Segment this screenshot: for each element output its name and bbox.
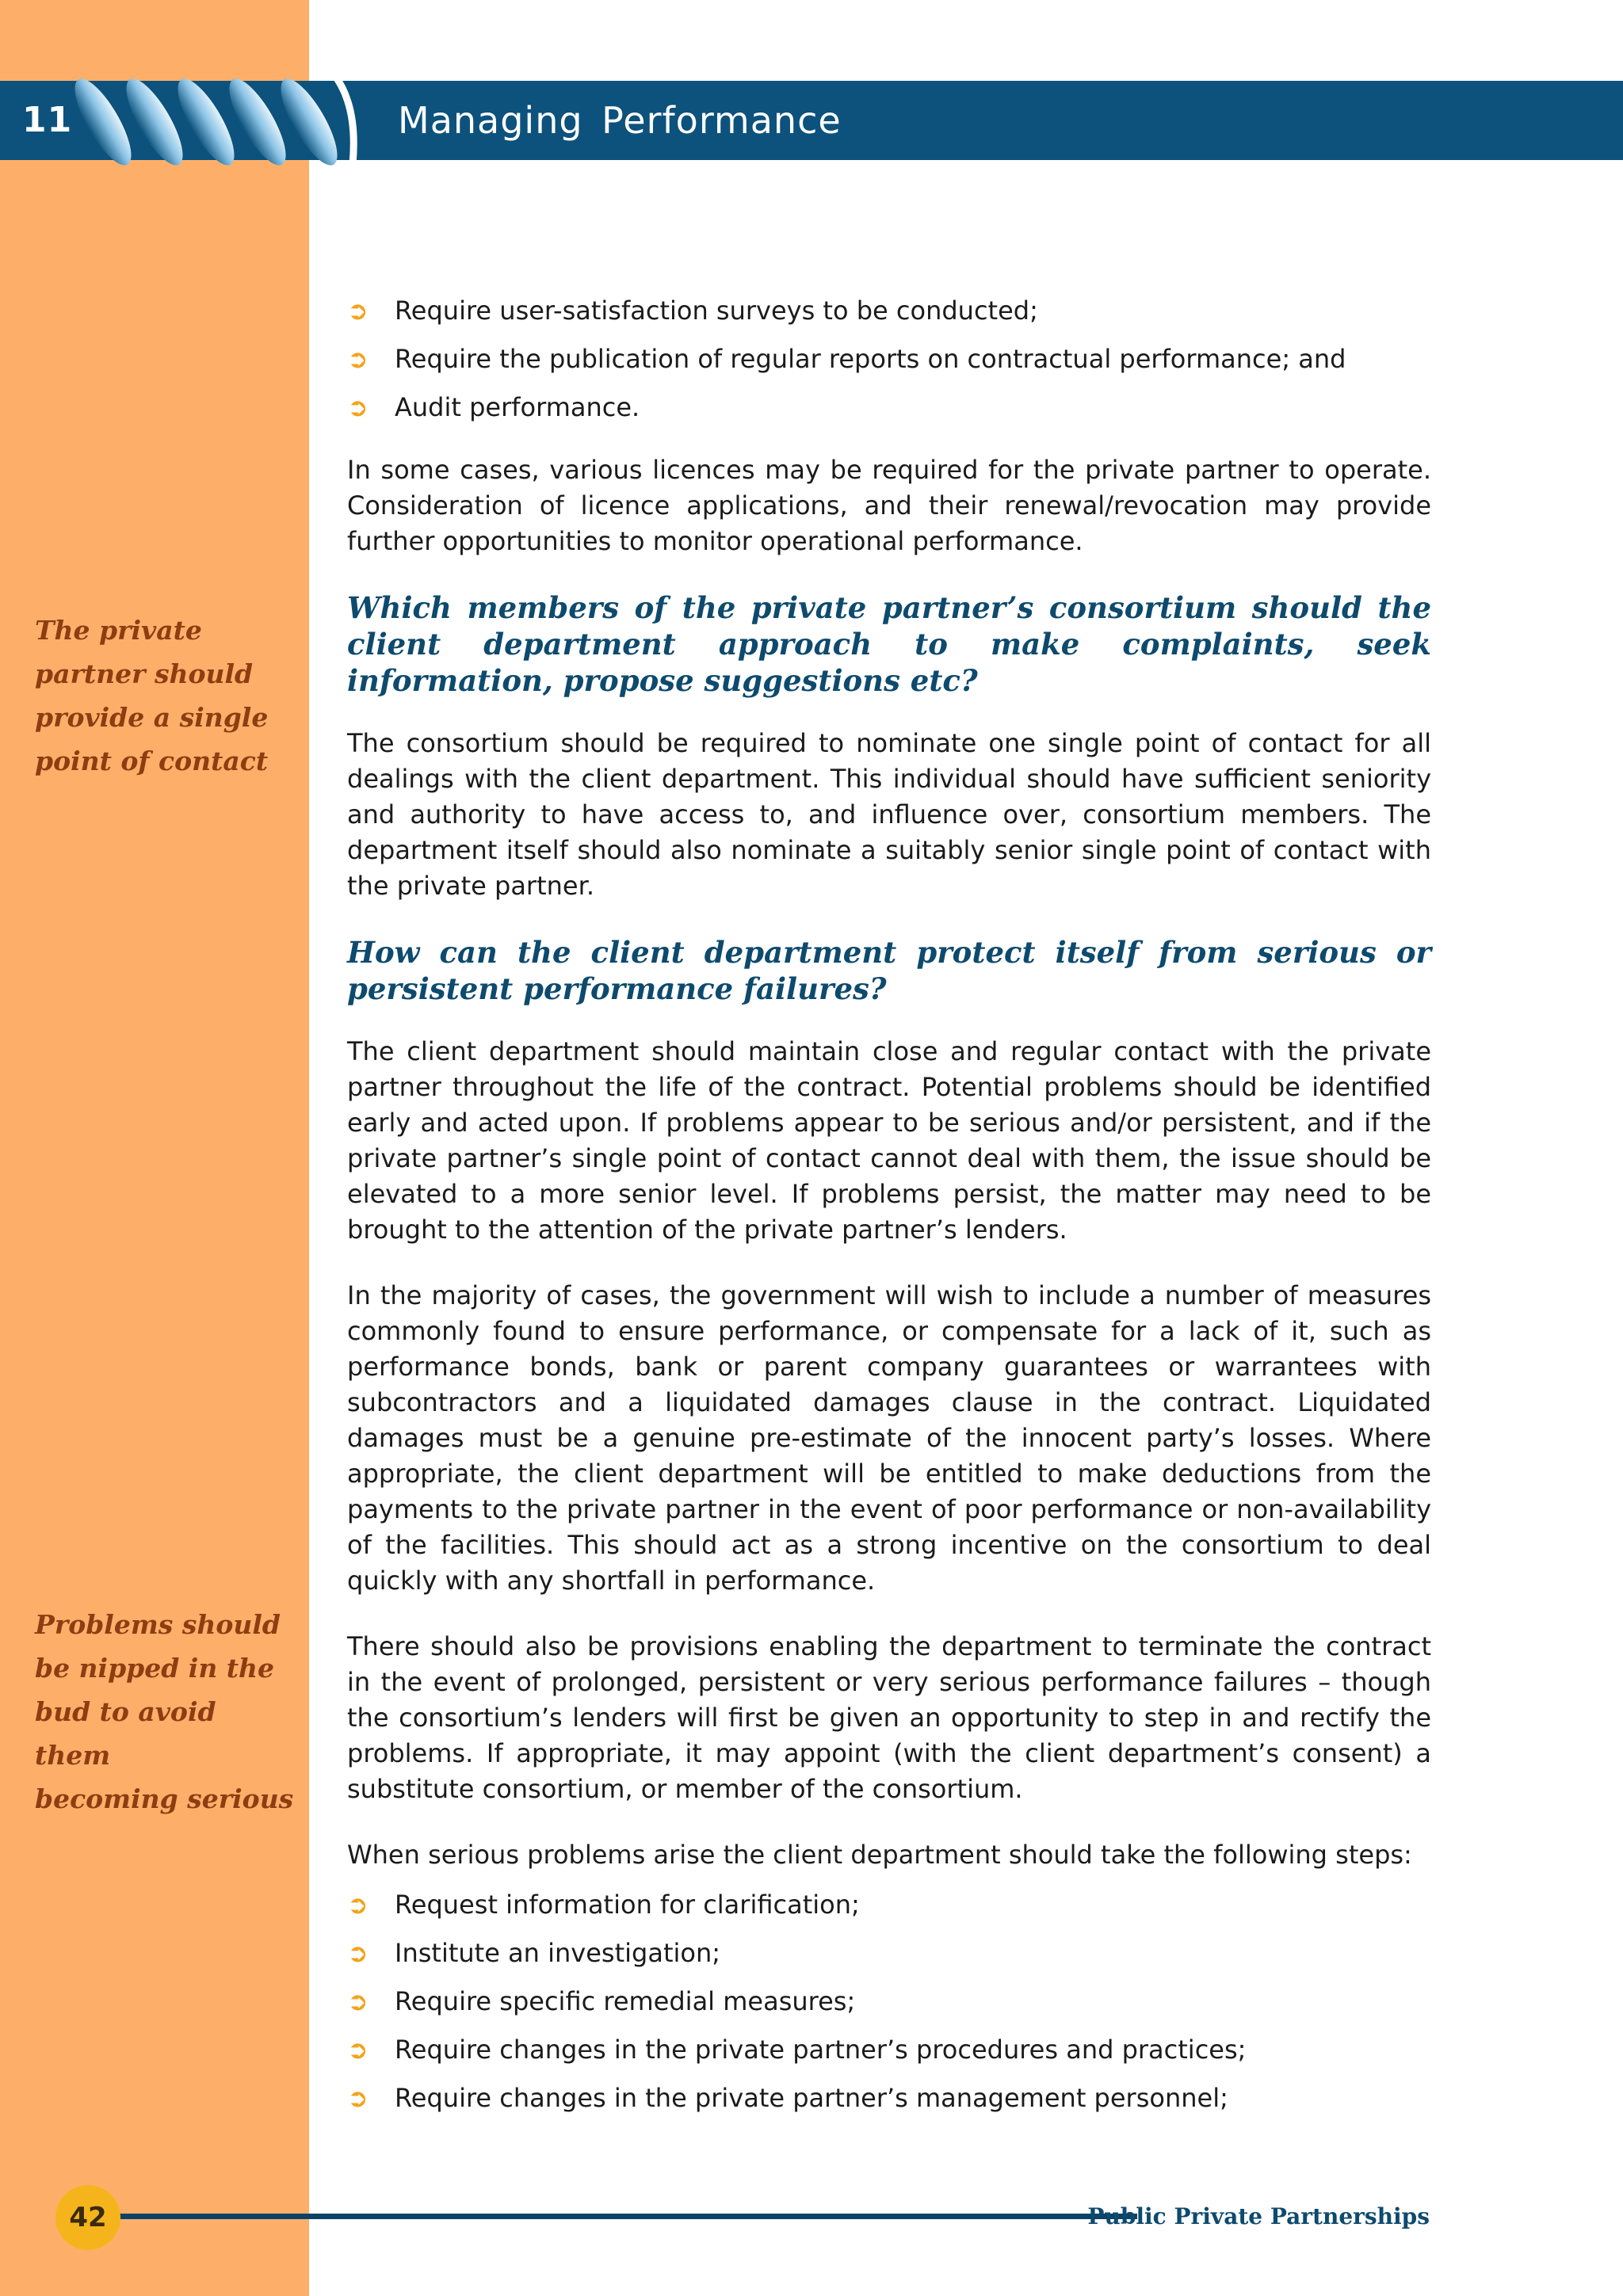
bullet-list-requirements <box>347 293 1431 425</box>
list-item: ➲ Require changes in the private partner’s procedures and practices; <box>347 2032 1431 2068</box>
paragraph-termination: There should also be provisions enabling the department to terminate the contract in the event of prolonged, persistent or very serious performance failures – though the consortium’s lenders will first be given an opportunity to step in and rectify the problems. If appropriate, it may appoint (with the client department’s consent) a substitute consortium, or member of the consortium. <box>347 1631 1431 1804</box>
arrow-bullet-icon: ➲ <box>347 1890 369 1920</box>
list-item: ➲ Require user-satisfaction surveys to be conducted; <box>347 293 1431 329</box>
arrow-bullet-icon: ➲ <box>347 1938 369 1968</box>
arrow-bullet-icon: ➲ <box>347 2083 369 2113</box>
paragraph-close-contact: The client department should maintain close and regular contact with the private partner throughout the life of the contract. Potential problems should be identified early and acted upon. If problems appear to be serious and/or persistent, and if the private partner’s single point of contact cannot deal with them, the issue should be elevated to a more senior level. If problems persist, the matter may need to be brought to the attention of the private partner’s lenders. <box>347 1036 1431 1245</box>
footer-rule <box>119 2214 1137 2219</box>
sidebar-panel <box>0 0 309 2296</box>
arrow-bullet-icon: ➲ <box>347 392 369 422</box>
list-item: ➲ Require the publication of regular reports on contractual performance; and <box>347 341 1431 377</box>
main-content <box>347 293 1431 2129</box>
chapter-number: 11 <box>22 100 73 140</box>
list-item: ➲ Request information for clarification; <box>347 1887 1431 1923</box>
question-heading-performance-failures: How can the client department protect itself from serious or persistent performance failures? <box>347 935 1431 1006</box>
chapter-title: Managing Performance <box>398 99 842 142</box>
footer-publication-title: Public Private Partnerships <box>1087 2203 1430 2229</box>
list-item: ➲ Audit performance. <box>347 390 1431 425</box>
arrow-bullet-icon: ➲ <box>347 296 369 326</box>
arrow-bullet-icon: ➲ <box>347 1986 369 2016</box>
bullet-list-steps <box>347 1887 1431 2116</box>
paragraph-steps-intro: When serious problems arise the client department should take the following steps: <box>347 1840 1412 1870</box>
list-item: ➲ Require changes in the private partner’s management personnel; <box>347 2081 1431 2116</box>
paragraph-performance-measures: In the majority of cases, the government will wish to include a number of measures commonly found to ensure performance, or compensate for a lack of it, such as performance bonds, bank or parent company guarantees or warrantees with subcontractors and a liquidated damages clause in the contract. Liquidated damages must be a genuine pre-estimate of the innocent party’s losses. Where appropriate, the client department will be entitled to make deductions from the payments to the private partner in the event of poor performance or non-availability of the facilities. This should act as a strong incentive on the consortium to deal quickly with any shortfall in performance. <box>347 1280 1431 1596</box>
arrow-bullet-icon: ➲ <box>347 2035 369 2065</box>
arrow-bullet-icon: ➲ <box>347 344 369 374</box>
banner-stripes-decoration <box>48 73 365 176</box>
margin-note-nip-in-bud: Problems should be nipped in the bud to avoid them becoming serious <box>35 1609 294 1814</box>
page-number-badge: 42 <box>55 2185 120 2250</box>
paragraph-licences: In some cases, various licences may be required for the private partner to operate. Consideration of licence applications, and their renewal/revocation may provide further opportunities to monitor operational performance. <box>347 455 1431 556</box>
list-item: ➲ Require specific remedial measures; <box>347 1984 1431 2019</box>
margin-note-single-contact: The private partner should provide a single point of contact <box>35 615 269 776</box>
list-item: ➲ Institute an investigation; <box>347 1936 1431 1971</box>
paragraph-single-point-of-contact: The consortium should be required to nominate one single point of contact for all dealings with the client department. This individual should have sufficient seniority and authority to have access to, and influence over, consortium members. The department itself should also nominate a suitably senior single point of contact with the private partner. <box>347 728 1431 901</box>
question-heading-consortium-contact: Which members of the private partner’s consortium should the client department approach to make complaints, seek information, propose suggestions etc? <box>347 590 1431 698</box>
